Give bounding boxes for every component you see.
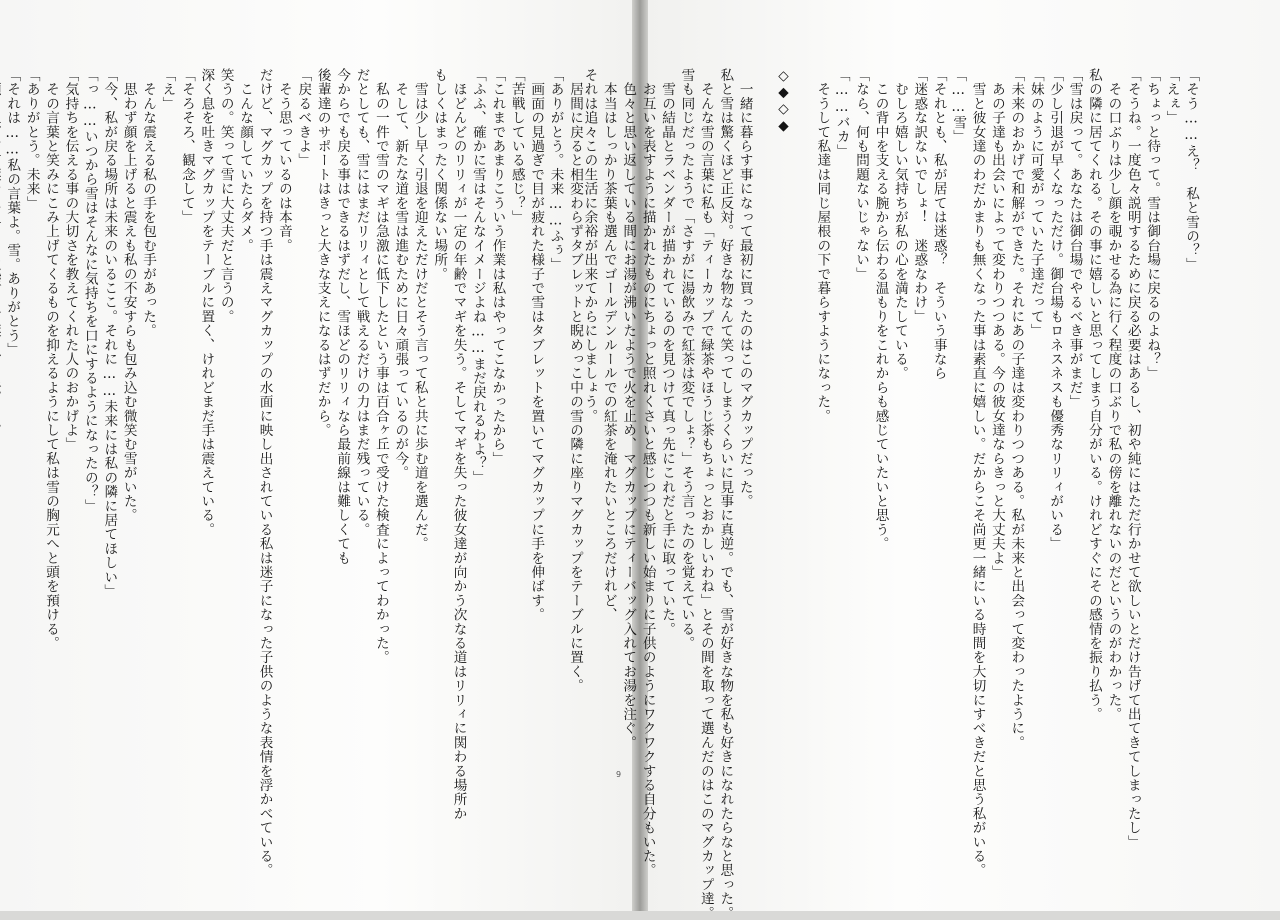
left-page-line: だけど、マグカップを持つ手は震えマグカップの水面に映し出されている私は迷子になった子供のような表情を浮かべている。 [256, 68, 273, 878]
right-page-line: 「少し引退が早くなっただけ。御台場もロネスネスも優秀なリリィがいる」 [1047, 68, 1064, 551]
right-page-line: 「そう……え？ 私と雪の？」 [1183, 68, 1199, 272]
left-page-line: 「これまであまりこういう作業は私はやってこなかったから」 [489, 68, 506, 466]
right-page-line: お互いを表すように描かれたものにちょっと照れくさいと感じつつも新しい始まりに子供のようにワクワクする自分もいた。 [639, 68, 656, 878]
left-page-line: 私の一件で雪のマギは急激に低下したという事は百合ヶ丘で受けた検査によってわかった。 [372, 68, 389, 665]
right-page-line: 本当はしっかり茶葉も選んでゴールデンルールでの紅茶を淹れたいところだけれど、 [600, 68, 617, 622]
right-page-line: この背中を支える腕から伝わる温もりをこれからも感じていたいと思う。 [872, 68, 889, 551]
left-page-text [4, 68, 584, 878]
right-page-text [581, 68, 1200, 920]
left-page [0, 0, 632, 911]
left-page-line: こんな顔していたらダメ。 [237, 68, 254, 253]
right-page-line: 「妹のように可愛がっていた子達だって」 [1027, 68, 1044, 338]
right-page-line: 一緒に暮らす事になって最初に買ったのはこのマグカップだった。 [736, 68, 753, 509]
right-page-line: 「……バカ」 [833, 68, 850, 158]
right-page-line: 「なら、何も問題ないじゃない」 [853, 68, 870, 281]
right-page-line: そうして私達は同じ屋根の下で暮らすようになった。 [814, 68, 831, 423]
left-page-line: 笑うの。笑って雪に大丈夫だと言うの。 [217, 68, 234, 324]
left-page-line: 後輩達のサポートはきっと大きな支えになるはずだから。 [314, 68, 331, 438]
right-page-line: その口ぶりは少し顔を覗かせる為に行く程度の口ぶりで私の傍を離れないのだというのがわかった。 [1105, 68, 1122, 722]
left-page-line: 「っ……いつから雪はそんなに気持ちを口にするようになったの？」 [81, 68, 98, 513]
right-page-line: それは追々この生活に余裕が出来てからにしましょう。 [581, 68, 598, 423]
right-page-line [792, 68, 811, 868]
left-page-line: そう思っているのは本音。 [275, 68, 292, 253]
right-page-line: 私と雪は驚くほど正反対。好きな物なんて笑ってしまうくらいに見事に真逆。でも、雪が好きな物を私も好きになれたらなと思った。 [717, 68, 734, 920]
right-page-line: 「それとも、私が居ては迷惑？ そういう事なら [930, 68, 947, 381]
right-page-line: 雪も同じだったようで「さすがに湯飲みで紅茶は変でしょ？」そう言ったのを覚えている。 [678, 68, 695, 651]
right-page-line: 「未来のおかげで和解ができた。それにあの子達は変わりつつある。私が未来と出会って変わったように。 [1008, 68, 1025, 750]
right-page-line: むしろ嬉しい気持ちが私の心を満たしている。 [891, 68, 908, 381]
right-page-line: 私の隣に居てくれる。その事に嬉しいと思ってしまう自分がいる。けれどすぐにその感情を振り払う。 [1085, 68, 1102, 722]
left-page-line: だとしても、雪にはまだリリィとして戦えるだけの力はまだ残っている。 [353, 68, 370, 537]
left-page-line: その言葉と笑みにこみ上げてくるものを抑えるようにして私は雪の胸元へと頭を預ける。 [43, 68, 60, 651]
left-page-line [0, 68, 2, 868]
left-page-line: 「ありがとう。未来……ふぅ」 [547, 68, 564, 272]
right-page-line: ◇◆◇◆ [775, 68, 792, 135]
left-page-line: 「それは……私の言葉よ。雪。ありがとう」 [4, 68, 21, 357]
right-page-line: 「そうね。一度色々説明するために戻る必要はあるし、初や純にはただ行かせて欲しいとだけ告げて出てきてしまったし」 [1124, 68, 1141, 849]
left-page-line: 今からでも戻る事はできるはずだし、雪ほどのリリィなら最前線は難しくても [334, 68, 351, 565]
right-page-line: そんな雪の言葉に私も「ティーカップで緑茶やほうじ茶もちょっとおかしいわね」とその間を取って選んだのはこのマグカップ達。 [697, 68, 714, 920]
left-page-line: 「ふふ、確かに雪はそんなイメージよね……まだ戻れるわよ？」 [469, 68, 486, 485]
right-page-line: 「……雪」 [950, 68, 967, 144]
left-page-line: 「ありがとう。未来」 [23, 68, 40, 210]
right-page-line: 「雪は戻って。あなたは御台場でやるべき事がまだ」 [1066, 68, 1083, 409]
right-page-line: 「迷惑な訳ないでしょ！ 迷惑なわけ」 [911, 68, 928, 324]
right-page-line: 雪と彼女達のわだかまりも無くなった事は素直に嬉しい。だからこそ尚更一緒にいる時間を大切にすべきだと思う私がいる。 [969, 68, 986, 878]
left-page-line: 「苦戦している感じ？」 [508, 68, 525, 225]
left-page-line: 「戻るべきよ」 [295, 68, 312, 168]
right-page-line: 「えぇ」 [1163, 68, 1180, 125]
right-page-line: 「ちょっと待って。雪は御台場に戻るのよね？」 [1144, 68, 1161, 381]
left-page-line: 深く息を吐きマグカップをテーブルに置く、けれどまだ手は震えている。 [198, 68, 215, 537]
right-page-line [754, 68, 773, 868]
left-page-line: ほどんどのリリィが一定の年齢でマギを失う。そしてマギを失った彼女達が向かう次なる道はリリィに関わる場所か [450, 68, 467, 821]
right-page-line: 雪の結晶とラベンダーが描かれているのを見つけて真っ先にこれだと手に取っていた。 [659, 68, 676, 636]
right-page-line: あの子達も出会いによって変わりつつある。今の彼女達ならきっと大丈夫よ」 [988, 68, 1005, 580]
left-page-line: 思わず顔を上げると震えも私の不安すらも包み込む微笑む雪がいた。 [120, 68, 137, 523]
left-page-line: 居間に戻ると相変わらずタブレットと睨めっこ中の雪の隣に座りマグカップをテーブルに置く。 [567, 68, 583, 693]
left-page-line: 「え」 [159, 68, 176, 111]
right-page-line: 色々と思い返している間にお湯が沸いたようで火を止め、マグカップにティーバッグ入れてお湯を注ぐ。 [620, 68, 637, 750]
left-page-line: 雪は少し早く引退を迎えただけだとそう言って私と共に歩む道を選んだ。 [411, 68, 428, 551]
left-page-line: 画面の見過ぎで目が疲れた様子で雪はタブレットを置いてマグカップに手を伸ばす。 [528, 68, 545, 622]
right-page [581, 0, 1280, 920]
left-page-line: そんな震える私の手を包む手があった。 [140, 68, 157, 338]
left-page-line: 「そろそろ、観念して」 [178, 68, 195, 225]
left-page-line: もしくはまったく関係ない場所。 [431, 68, 448, 281]
page-number: 9 [616, 770, 622, 779]
left-page-line: そして、新たな道を雪は進むために日々頑張っているのが今。 [392, 68, 409, 480]
left-page-line: 「今、私が戻る場所は未来のいるここ。それに……未来には私の隣に居てほしい」 [101, 68, 118, 599]
left-page-line: 「気持ちを伝える事の大切さを教えてくれた人のおかげよ」 [62, 68, 79, 452]
